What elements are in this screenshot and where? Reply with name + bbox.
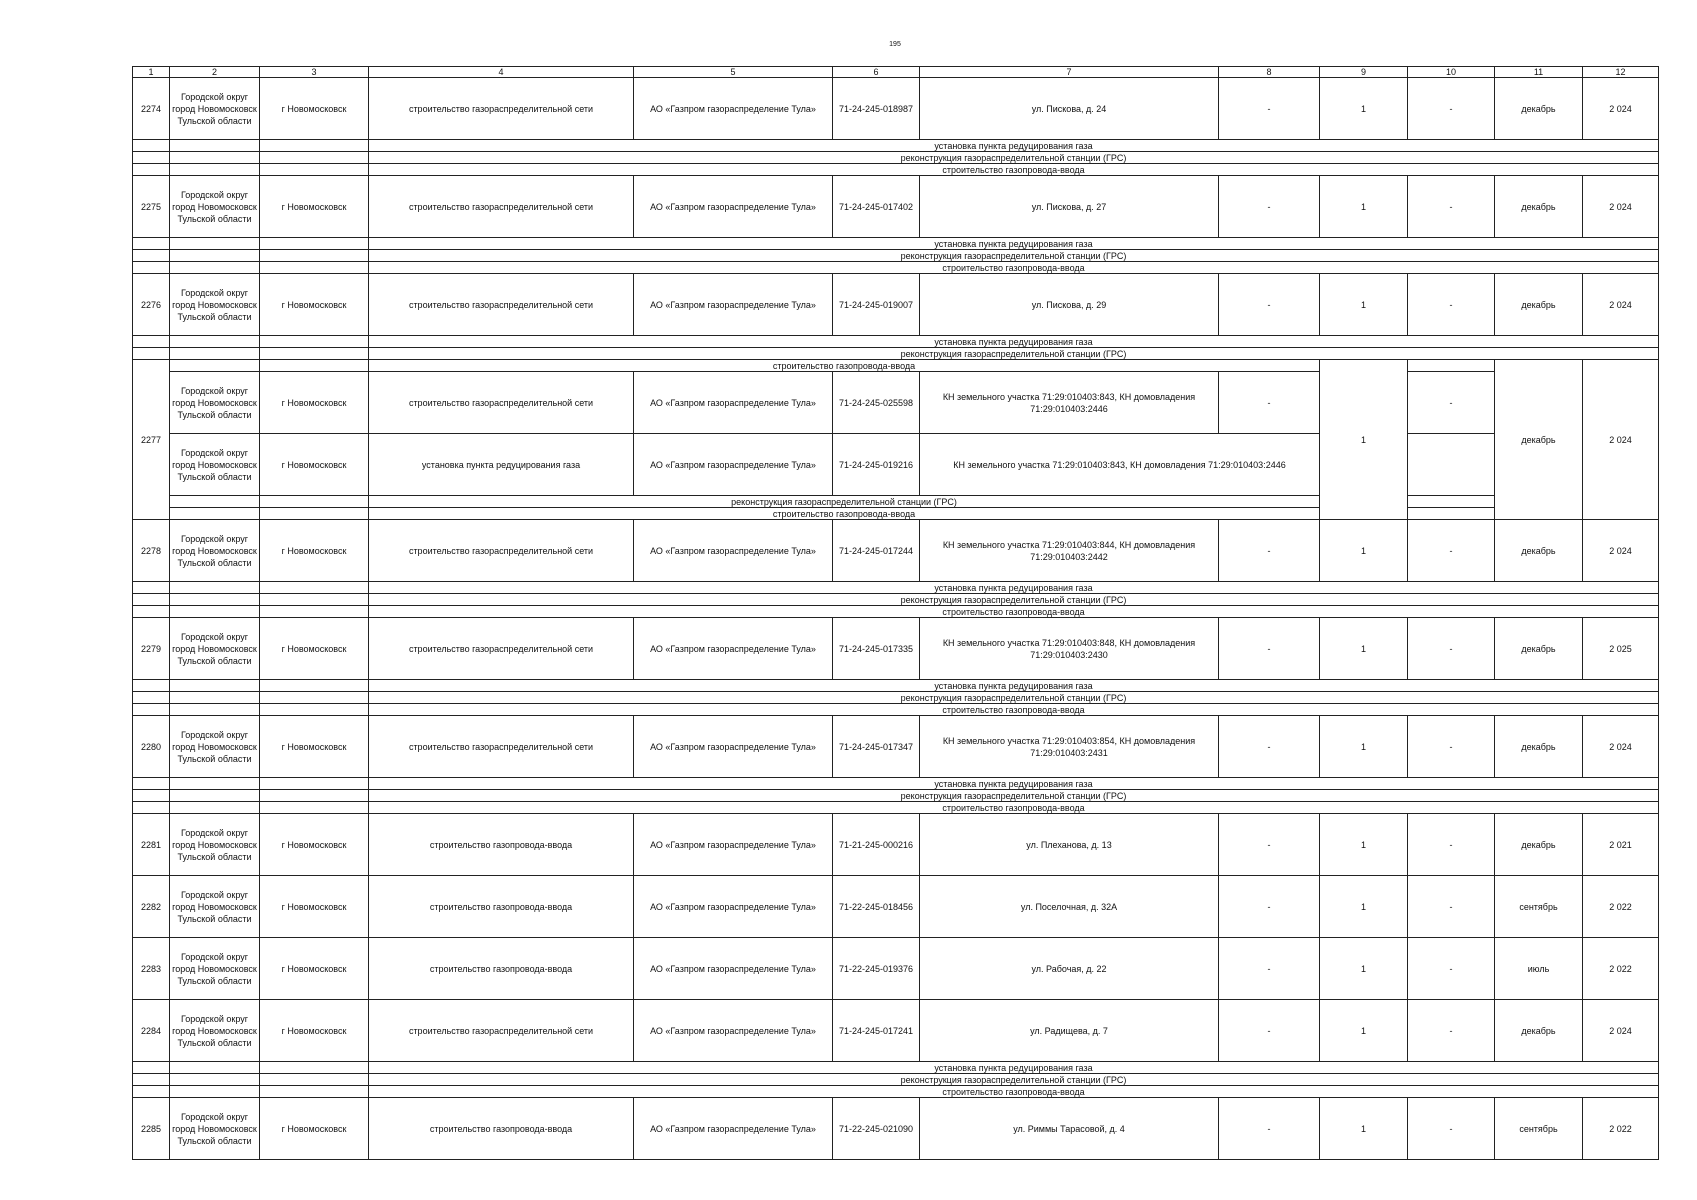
sub-row — [133, 140, 1659, 152]
table-row — [133, 1098, 1659, 1160]
sub-row — [133, 778, 1659, 790]
header-cell: 7 — [920, 67, 1219, 78]
address-cell: КН земельного участка 71:29:010403:848, КН домовладения 71:29:010403:2430 — [920, 618, 1219, 680]
header-cell: 8 — [1219, 67, 1320, 78]
month-cell: декабрь — [1495, 78, 1583, 140]
sub-row — [133, 496, 1659, 508]
address-cell: ул. Поселочная, д. 32А — [920, 876, 1219, 938]
org-cell: АО «Газпром газораспределение Тула» — [634, 176, 833, 238]
col10-cell: - — [1408, 938, 1495, 1000]
sub-row — [133, 1074, 1659, 1086]
city-cell: г Новомосковск — [260, 876, 369, 938]
city-cell: г Новомосковск — [260, 716, 369, 778]
col10-cell: - — [1408, 618, 1495, 680]
city-cell: г Новомосковск — [260, 274, 369, 336]
request-code-cell: 71-22-245-019376 — [833, 938, 920, 1000]
col8-cell: - — [1219, 716, 1320, 778]
year-cell: 2 021 — [1583, 814, 1659, 876]
municipality-cell: Городской округ город Новомосковск Тульской области — [170, 1000, 260, 1062]
month-cell: сентябрь — [1495, 876, 1583, 938]
month-cell: сентябрь — [1495, 1098, 1583, 1160]
municipality-cell: Городской округ город Новомосковск Тульской области — [170, 274, 260, 336]
year-cell: 2 024 — [1583, 520, 1659, 582]
municipality-cell: Городской округ город Новомосковск Тульской области — [170, 938, 260, 1000]
header-cell: 1 — [133, 67, 170, 78]
sub-row — [133, 1062, 1659, 1074]
row-number: 2279 — [133, 618, 170, 680]
col8-cell: - — [1219, 876, 1320, 938]
sub-row — [133, 152, 1659, 164]
sub-row — [133, 606, 1659, 618]
work-type-cell: установка пункта редуцирования газа — [369, 434, 634, 496]
sub-work-intake: строительство газопровода-ввода — [369, 508, 1320, 520]
month-cell: декабрь — [1495, 814, 1583, 876]
sub-work-grs: реконструкция газораспределительной станции (ГРС) — [369, 348, 1659, 360]
sub-row — [133, 360, 1659, 372]
municipality-cell: Городской округ город Новомосковск Тульской области — [170, 716, 260, 778]
municipality-cell: Городской округ город Новомосковск Тульской области — [170, 876, 260, 938]
month-cell: декабрь — [1495, 618, 1583, 680]
sub-row — [133, 692, 1659, 704]
month-cell: декабрь — [1495, 176, 1583, 238]
org-cell: АО «Газпром газораспределение Тула» — [634, 938, 833, 1000]
city-cell: г Новомосковск — [260, 176, 369, 238]
row-number: 2278 — [133, 520, 170, 582]
city-cell: г Новомосковск — [260, 1000, 369, 1062]
gas-network-table — [132, 66, 1659, 1160]
request-code-cell: 71-22-245-021090 — [833, 1098, 920, 1160]
col8-cell: - — [1219, 274, 1320, 336]
year-cell: 2 024 — [1583, 78, 1659, 140]
col10-cell: - — [1408, 814, 1495, 876]
col10-cell: - — [1408, 78, 1495, 140]
org-cell: АО «Газпром газораспределение Тула» — [634, 520, 833, 582]
sub-work-point: установка пункта редуцирования газа — [369, 680, 1659, 692]
row-number: 2277 — [133, 360, 170, 520]
col10-cell: - — [1408, 1098, 1495, 1160]
municipality-cell: Городской округ город Новомосковск Тульской области — [170, 520, 260, 582]
row-number: 2275 — [133, 176, 170, 238]
work-type-cell: строительство газораспределительной сети — [369, 1000, 634, 1062]
request-code-cell: 71-24-245-025598 — [833, 372, 920, 434]
year-cell: 2 022 — [1583, 1098, 1659, 1160]
col9-cell: 1 — [1320, 520, 1408, 582]
address-cell: ул. Плеханова, д. 13 — [920, 814, 1219, 876]
row-number: 2276 — [133, 274, 170, 336]
sub-work-intake: строительство газопровода-ввода — [369, 606, 1659, 618]
col9-cell: 1 — [1320, 274, 1408, 336]
sub-work-grs: реконструкция газораспределительной станции (ГРС) — [369, 692, 1659, 704]
work-type-cell: строительство газораспределительной сети — [369, 716, 634, 778]
col10-cell: - — [1408, 876, 1495, 938]
month-cell: декабрь — [1495, 1000, 1583, 1062]
sub-work-intake: строительство газопровода-ввода — [369, 704, 1659, 716]
request-code-cell: 71-24-245-019007 — [833, 274, 920, 336]
header-row — [133, 67, 1659, 78]
request-code-cell: 71-22-245-018456 — [833, 876, 920, 938]
city-cell: г Новомосковск — [260, 618, 369, 680]
month-cell: декабрь — [1495, 520, 1583, 582]
sub-row — [133, 336, 1659, 348]
year-cell: 2 024 — [1583, 716, 1659, 778]
row-number: 2285 — [133, 1098, 170, 1160]
table-row — [133, 78, 1659, 140]
table-row — [133, 274, 1659, 336]
city-cell: г Новомосковск — [260, 434, 369, 496]
col8-cell: - — [1219, 814, 1320, 876]
request-code-cell: 71-24-245-017335 — [833, 618, 920, 680]
sub-work-point: установка пункта редуцирования газа — [369, 336, 1659, 348]
year-cell: 2 024 — [1583, 274, 1659, 336]
city-cell: г Новомосковск — [260, 1098, 369, 1160]
sub-row — [133, 262, 1659, 274]
sub-work-grs: реконструкция газораспределительной станции (ГРС) — [369, 496, 1320, 508]
municipality-cell: Городской округ город Новомосковск Тульской области — [170, 1098, 260, 1160]
address-cell: КН земельного участка 71:29:010403:844, КН домовладения 71:29:010403:2442 — [920, 520, 1219, 582]
col9-cell: 1 — [1320, 360, 1408, 520]
col8-cell: - — [1219, 78, 1320, 140]
address-cell: КН земельного участка 71:29:010403:843, КН домовладения 71:29:010403:2446 — [920, 372, 1219, 434]
org-cell: АО «Газпром газораспределение Тула» — [634, 618, 833, 680]
header-cell: 12 — [1583, 67, 1659, 78]
col9-cell: 1 — [1320, 716, 1408, 778]
sub-row — [133, 704, 1659, 716]
address-cell: ул. Риммы Тарасовой, д. 4 — [920, 1098, 1219, 1160]
org-cell: АО «Газпром газораспределение Тула» — [634, 434, 833, 496]
city-cell: г Новомосковск — [260, 520, 369, 582]
col9-cell: 1 — [1320, 876, 1408, 938]
city-cell: г Новомосковск — [260, 938, 369, 1000]
header-cell: 2 — [170, 67, 260, 78]
table-row — [133, 1000, 1659, 1062]
municipality-cell: Городской округ город Новомосковск Тульской области — [170, 176, 260, 238]
sub-row — [133, 594, 1659, 606]
work-type-cell: строительство газораспределительной сети — [369, 372, 634, 434]
header-cell: 4 — [369, 67, 634, 78]
table-row — [133, 814, 1659, 876]
header-cell: 3 — [260, 67, 369, 78]
municipality-cell: Городской округ город Новомосковск Тульской области — [170, 78, 260, 140]
work-type-cell: строительство газопровода-ввода — [369, 876, 634, 938]
year-cell: 2 024 — [1583, 360, 1659, 520]
header-cell: 5 — [634, 67, 833, 78]
sub-row — [133, 802, 1659, 814]
col9-cell: 1 — [1320, 814, 1408, 876]
sub-work-intake: строительство газопровода-ввода — [369, 802, 1659, 814]
month-cell: декабрь — [1495, 274, 1583, 336]
request-code-cell: 71-24-245-019216 — [833, 434, 920, 496]
sub-row — [133, 680, 1659, 692]
org-cell: АО «Газпром газораспределение Тула» — [634, 78, 833, 140]
sub-row — [133, 164, 1659, 176]
col10-cell: - — [1408, 716, 1495, 778]
municipality-cell: Городской округ город Новомосковск Тульской области — [170, 618, 260, 680]
sub-work-intake: строительство газопровода-ввода — [369, 164, 1659, 176]
row-number: 2274 — [133, 78, 170, 140]
sub-work-point: установка пункта редуцирования газа — [369, 238, 1659, 250]
work-type-cell: строительство газораспределительной сети — [369, 176, 634, 238]
month-cell: декабрь — [1495, 716, 1583, 778]
address-cell: ул. Рабочая, д. 22 — [920, 938, 1219, 1000]
sub-work-grs: реконструкция газораспределительной станции (ГРС) — [369, 790, 1659, 802]
col9-cell: 1 — [1320, 938, 1408, 1000]
col8-cell: - — [1219, 618, 1320, 680]
request-code-cell: 71-24-245-017241 — [833, 1000, 920, 1062]
sub-row — [133, 1086, 1659, 1098]
address-cell: ул. Пискова, д. 29 — [920, 274, 1219, 336]
col8-cell: - — [1219, 520, 1320, 582]
col10-cell: - — [1408, 520, 1495, 582]
table-row — [133, 176, 1659, 238]
row-number: 2283 — [133, 938, 170, 1000]
col9-cell: 1 — [1320, 1000, 1408, 1062]
address-cell: ул. Пискова, д. 27 — [920, 176, 1219, 238]
org-cell: АО «Газпром газораспределение Тула» — [634, 716, 833, 778]
org-cell: АО «Газпром газораспределение Тула» — [634, 1000, 833, 1062]
request-code-cell: 71-24-245-018987 — [833, 78, 920, 140]
year-cell: 2 022 — [1583, 938, 1659, 1000]
sub-work-grs: реконструкция газораспределительной станции (ГРС) — [369, 152, 1659, 164]
col9-cell: 1 — [1320, 176, 1408, 238]
year-cell: 2 024 — [1583, 1000, 1659, 1062]
col9-cell: 1 — [1320, 618, 1408, 680]
sub-work-point: установка пункта редуцирования газа — [369, 582, 1659, 594]
work-type-cell: строительство газораспределительной сети — [369, 78, 634, 140]
table-row — [133, 716, 1659, 778]
work-type-cell: строительство газопровода-ввода — [369, 1098, 634, 1160]
city-cell: г Новомосковск — [260, 814, 369, 876]
col8-cell: - — [1219, 1098, 1320, 1160]
org-cell: АО «Газпром газораспределение Тула» — [634, 274, 833, 336]
work-type-cell: строительство газопровода-ввода — [369, 938, 634, 1000]
work-type-cell: строительство газораспределительной сети — [369, 274, 634, 336]
sub-work-grs: реконструкция газораспределительной станции (ГРС) — [369, 1074, 1659, 1086]
header-cell: 9 — [1320, 67, 1408, 78]
sub-row — [133, 582, 1659, 594]
col8-cell: - — [1219, 1000, 1320, 1062]
org-cell: АО «Газпром газораспределение Тула» — [634, 814, 833, 876]
sub-row — [133, 250, 1659, 262]
municipality-cell: Городской округ город Новомосковск Тульской области — [170, 434, 260, 496]
sub-work-grs: реконструкция газораспределительной станции (ГРС) — [369, 594, 1659, 606]
city-cell: г Новомосковск — [260, 78, 369, 140]
row-number: 2284 — [133, 1000, 170, 1062]
org-cell: АО «Газпром газораспределение Тула» — [634, 1098, 833, 1160]
col9-cell: 1 — [1320, 1098, 1408, 1160]
row-number: 2281 — [133, 814, 170, 876]
col10-cell: - — [1408, 274, 1495, 336]
municipality-cell: Городской округ город Новомосковск Тульской области — [170, 372, 260, 434]
year-cell: 2 024 — [1583, 176, 1659, 238]
request-code-cell: 71-24-245-017347 — [833, 716, 920, 778]
table-row — [133, 618, 1659, 680]
header-cell: 11 — [1495, 67, 1583, 78]
municipality-cell: Городской округ город Новомосковск Тульской области — [170, 814, 260, 876]
col8-cell: - — [1219, 372, 1320, 434]
table-row — [133, 434, 1659, 496]
month-cell: декабрь — [1495, 360, 1583, 520]
table-row — [133, 876, 1659, 938]
sub-row — [133, 508, 1659, 520]
year-cell: 2 025 — [1583, 618, 1659, 680]
sub-row — [133, 348, 1659, 360]
col10-cell: - — [1408, 176, 1495, 238]
col8-cell: - — [1219, 938, 1320, 1000]
table-row — [133, 520, 1659, 582]
request-code-cell: 71-24-245-017402 — [833, 176, 920, 238]
sub-row — [133, 790, 1659, 802]
row-number: 2282 — [133, 876, 170, 938]
city-cell: г Новомосковск — [260, 372, 369, 434]
address-cell: КН земельного участка 71:29:010403:854, КН домовладения 71:29:010403:2431 — [920, 716, 1219, 778]
col10-cell: - — [1408, 1000, 1495, 1062]
org-cell: АО «Газпром газораспределение Тула» — [634, 876, 833, 938]
sub-work-point: установка пункта редуцирования газа — [369, 140, 1659, 152]
request-code-cell: 71-21-245-000216 — [833, 814, 920, 876]
month-cell: июль — [1495, 938, 1583, 1000]
col10-cell: - — [1408, 372, 1495, 434]
address-cell: ул. Пискова, д. 24 — [920, 78, 1219, 140]
header-cell: 10 — [1408, 67, 1495, 78]
work-type-cell: строительство газораспределительной сети — [369, 618, 634, 680]
sub-row — [133, 238, 1659, 250]
sub-work-intake: строительство газопровода-ввода — [369, 360, 1320, 372]
address-cell: КН земельного участка 71:29:010403:843, КН домовладения 71:29:010403:2446 — [920, 434, 1320, 496]
sub-work-intake: строительство газопровода-ввода — [369, 1086, 1659, 1098]
row-number: 2280 — [133, 716, 170, 778]
sub-work-point: установка пункта редуцирования газа — [369, 1062, 1659, 1074]
work-type-cell: строительство газораспределительной сети — [369, 520, 634, 582]
sub-work-grs: реконструкция газораспределительной станции (ГРС) — [369, 250, 1659, 262]
sub-work-point: установка пункта редуцирования газа — [369, 778, 1659, 790]
work-type-cell: строительство газопровода-ввода — [369, 814, 634, 876]
table-row — [133, 372, 1659, 434]
sub-work-intake: строительство газопровода-ввода — [369, 262, 1659, 274]
header-cell: 6 — [833, 67, 920, 78]
page-number: 195 — [889, 41, 901, 48]
request-code-cell: 71-24-245-017244 — [833, 520, 920, 582]
org-cell: АО «Газпром газораспределение Тула» — [634, 372, 833, 434]
col9-cell: 1 — [1320, 78, 1408, 140]
col8-cell: - — [1219, 176, 1320, 238]
address-cell: ул. Радищева, д. 7 — [920, 1000, 1219, 1062]
year-cell: 2 022 — [1583, 876, 1659, 938]
table-row — [133, 938, 1659, 1000]
